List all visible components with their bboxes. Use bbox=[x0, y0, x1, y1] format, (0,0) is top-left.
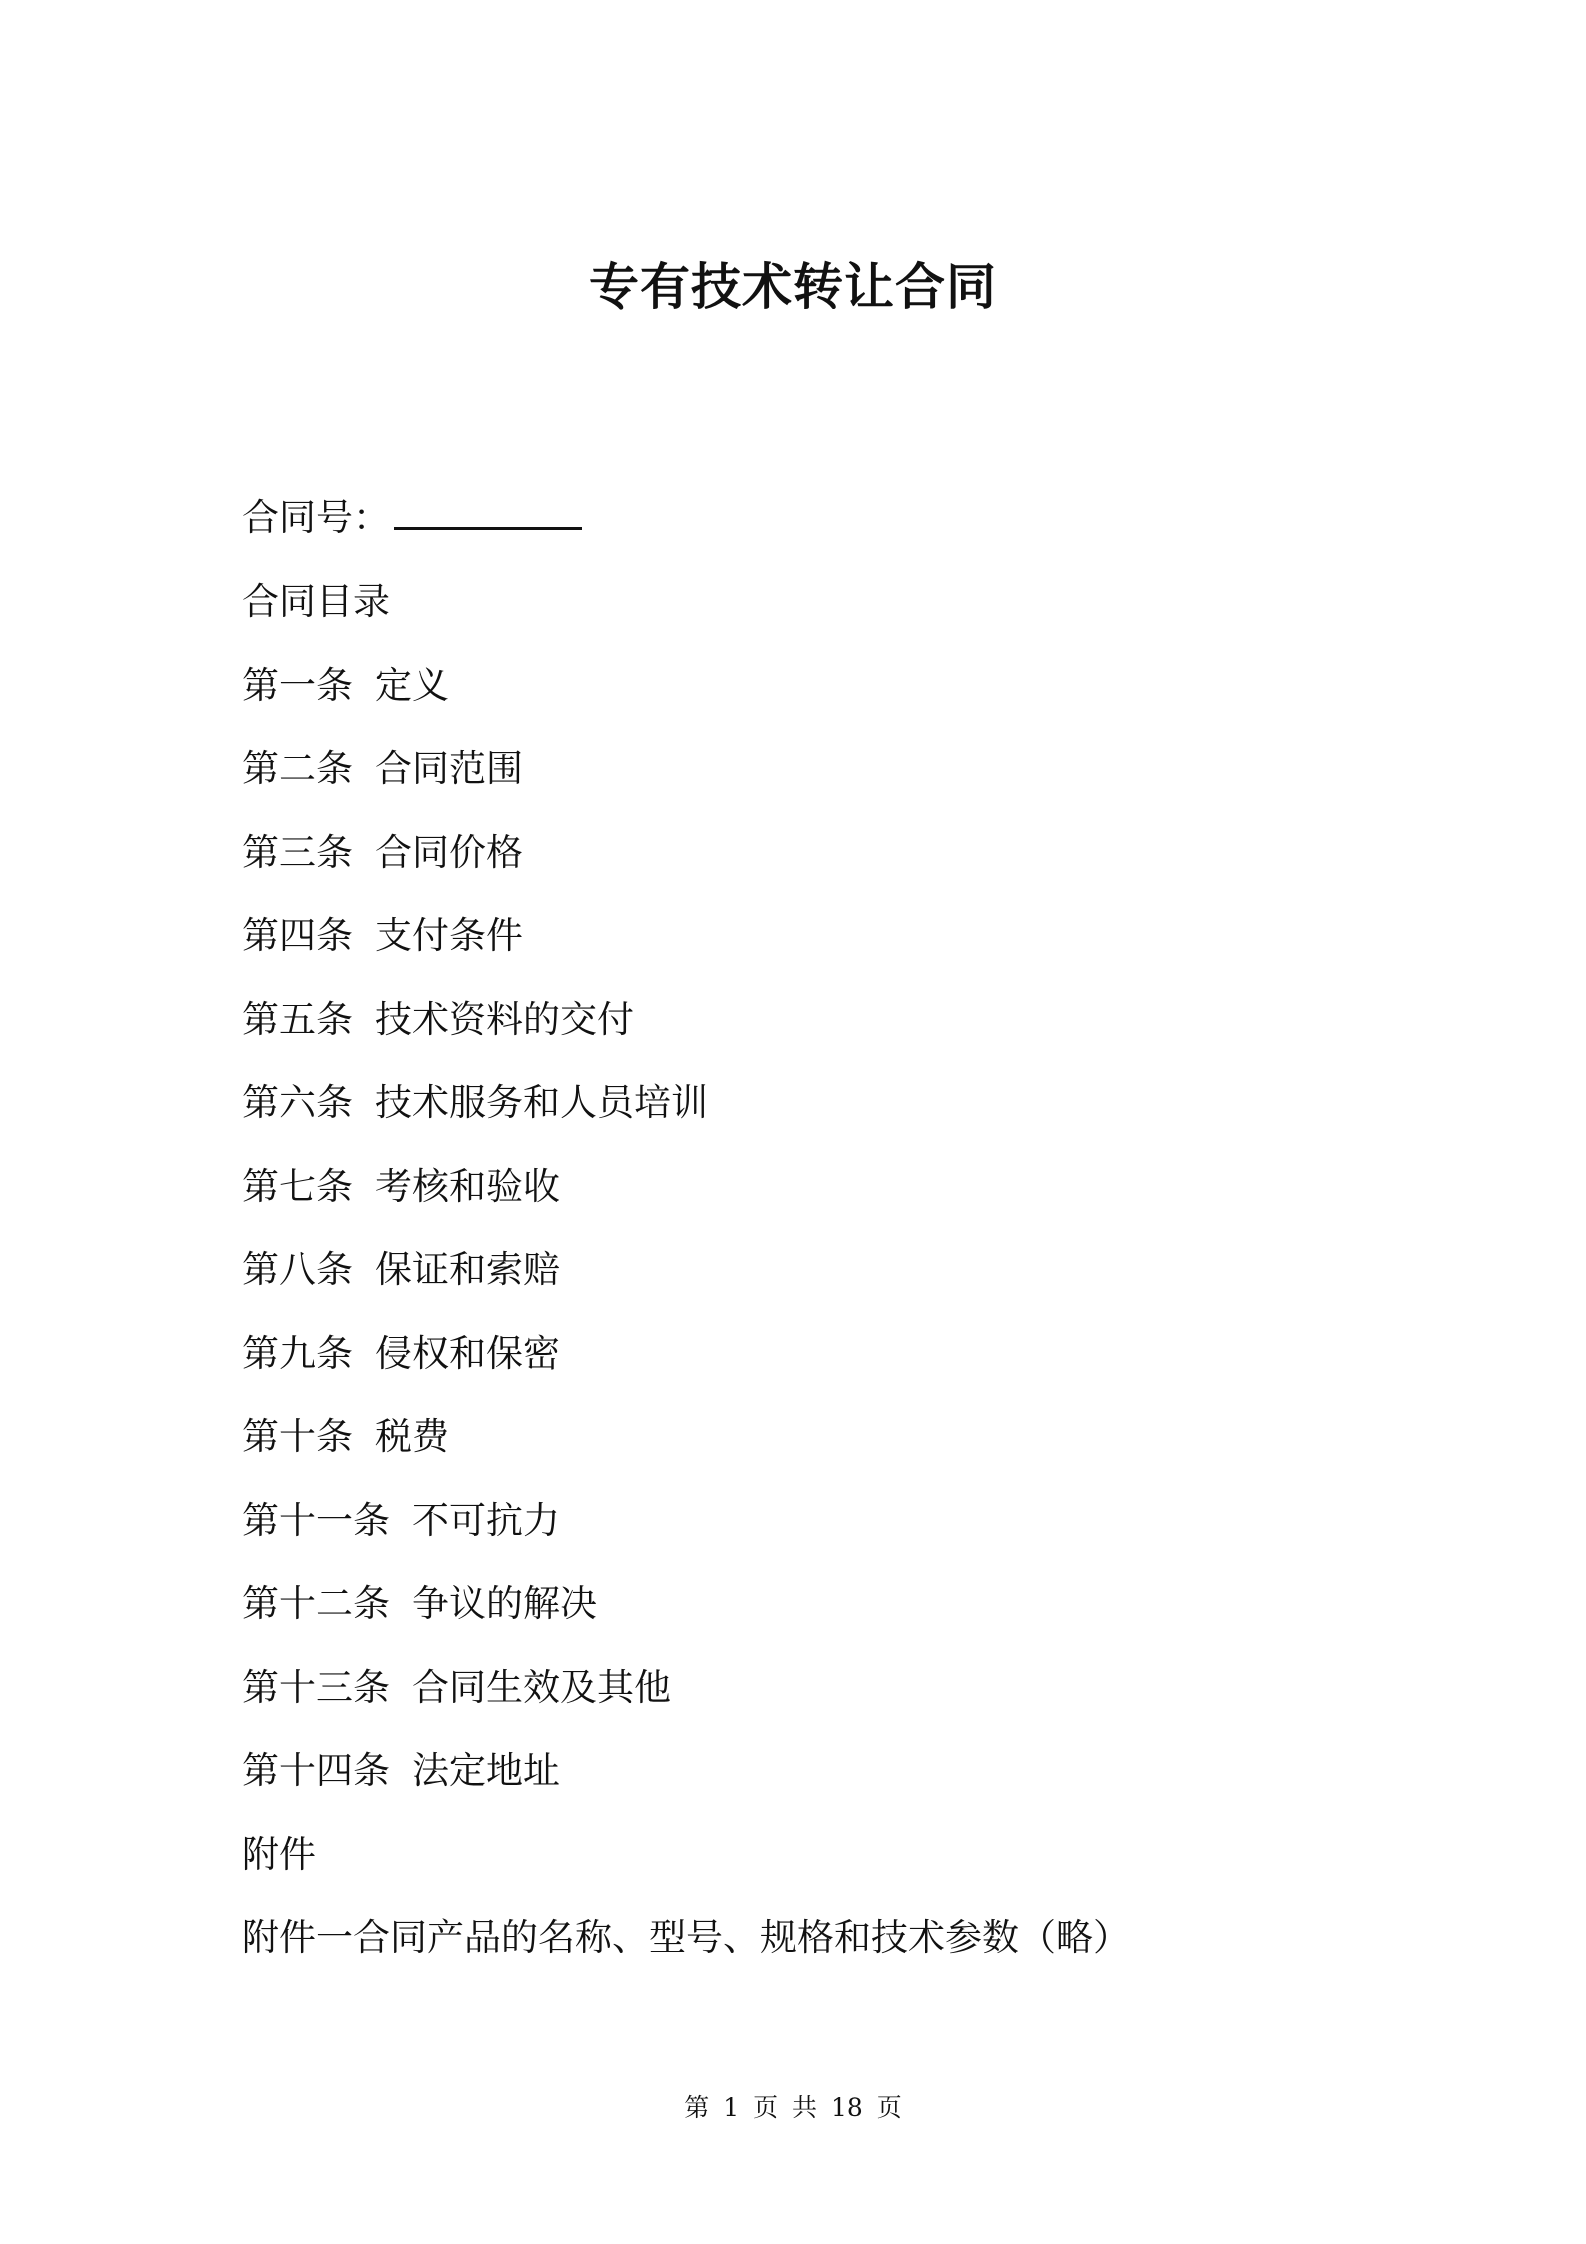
article-number: 第二条 bbox=[242, 747, 353, 790]
article-number: 第一条 bbox=[242, 663, 353, 707]
toc-item bbox=[242, 990, 1130, 1074]
article-number: 第十条 bbox=[242, 1415, 353, 1458]
article-number: 第十三条 bbox=[242, 1665, 390, 1709]
toc-item bbox=[242, 1491, 1130, 1575]
article-number: 第十一条 bbox=[242, 1498, 390, 1542]
contract-number-line bbox=[242, 488, 582, 548]
toc-heading: 合同目录 bbox=[242, 580, 390, 623]
page-footer: 第 1 页 共 18 页 bbox=[684, 2093, 902, 2122]
article-name: 定义 bbox=[375, 663, 449, 707]
article-number: 第七条 bbox=[242, 1164, 353, 1208]
article-name: 支付条件 bbox=[375, 914, 523, 957]
article-number: 第五条 bbox=[242, 997, 353, 1041]
article-name: 考核和验收 bbox=[375, 1164, 560, 1208]
toc-item bbox=[242, 1240, 1130, 1324]
toc-item bbox=[242, 1658, 1130, 1742]
document-title: 专有技术转让合同 bbox=[589, 258, 997, 316]
attachment-item: 附件一合同产品的名称、型号、规格和技术参数（略） bbox=[242, 1916, 1130, 1959]
article-name: 税费 bbox=[375, 1415, 449, 1458]
attachments-heading: 附件 bbox=[242, 1832, 316, 1876]
contract-number-label: 合同号： bbox=[242, 496, 390, 539]
article-name: 技术资料的交付 bbox=[375, 997, 634, 1041]
article-name: 合同生效及其他 bbox=[412, 1665, 671, 1709]
article-number: 第十四条 bbox=[242, 1749, 390, 1792]
toc-item bbox=[242, 1324, 1130, 1408]
article-name: 侵权和保密 bbox=[375, 1331, 560, 1375]
article-number: 第三条 bbox=[242, 830, 353, 874]
article-number: 第十二条 bbox=[242, 1582, 390, 1625]
toc-item bbox=[242, 739, 1130, 823]
article-name: 技术服务和人员培训 bbox=[375, 1081, 708, 1124]
article-name: 不可抗力 bbox=[412, 1498, 560, 1542]
article-name: 法定地址 bbox=[412, 1749, 560, 1792]
article-name: 争议的解决 bbox=[412, 1582, 597, 1625]
toc-item bbox=[242, 656, 1130, 740]
toc-item bbox=[242, 1073, 1130, 1157]
table-of-contents bbox=[242, 572, 1130, 1992]
article-name: 合同价格 bbox=[375, 830, 523, 874]
article-number: 第九条 bbox=[242, 1331, 353, 1375]
article-number: 第八条 bbox=[242, 1248, 353, 1291]
toc-item bbox=[242, 1407, 1130, 1491]
article-name: 保证和索赔 bbox=[375, 1248, 560, 1291]
article-name: 合同范围 bbox=[375, 747, 523, 790]
article-number: 第四条 bbox=[242, 914, 353, 957]
article-number: 第六条 bbox=[242, 1081, 353, 1124]
toc-item bbox=[242, 1741, 1130, 1825]
toc-item bbox=[242, 1157, 1130, 1241]
toc-item bbox=[242, 906, 1130, 990]
contract-number-blank bbox=[394, 497, 582, 530]
toc-item bbox=[242, 823, 1130, 907]
toc-item bbox=[242, 1574, 1130, 1658]
